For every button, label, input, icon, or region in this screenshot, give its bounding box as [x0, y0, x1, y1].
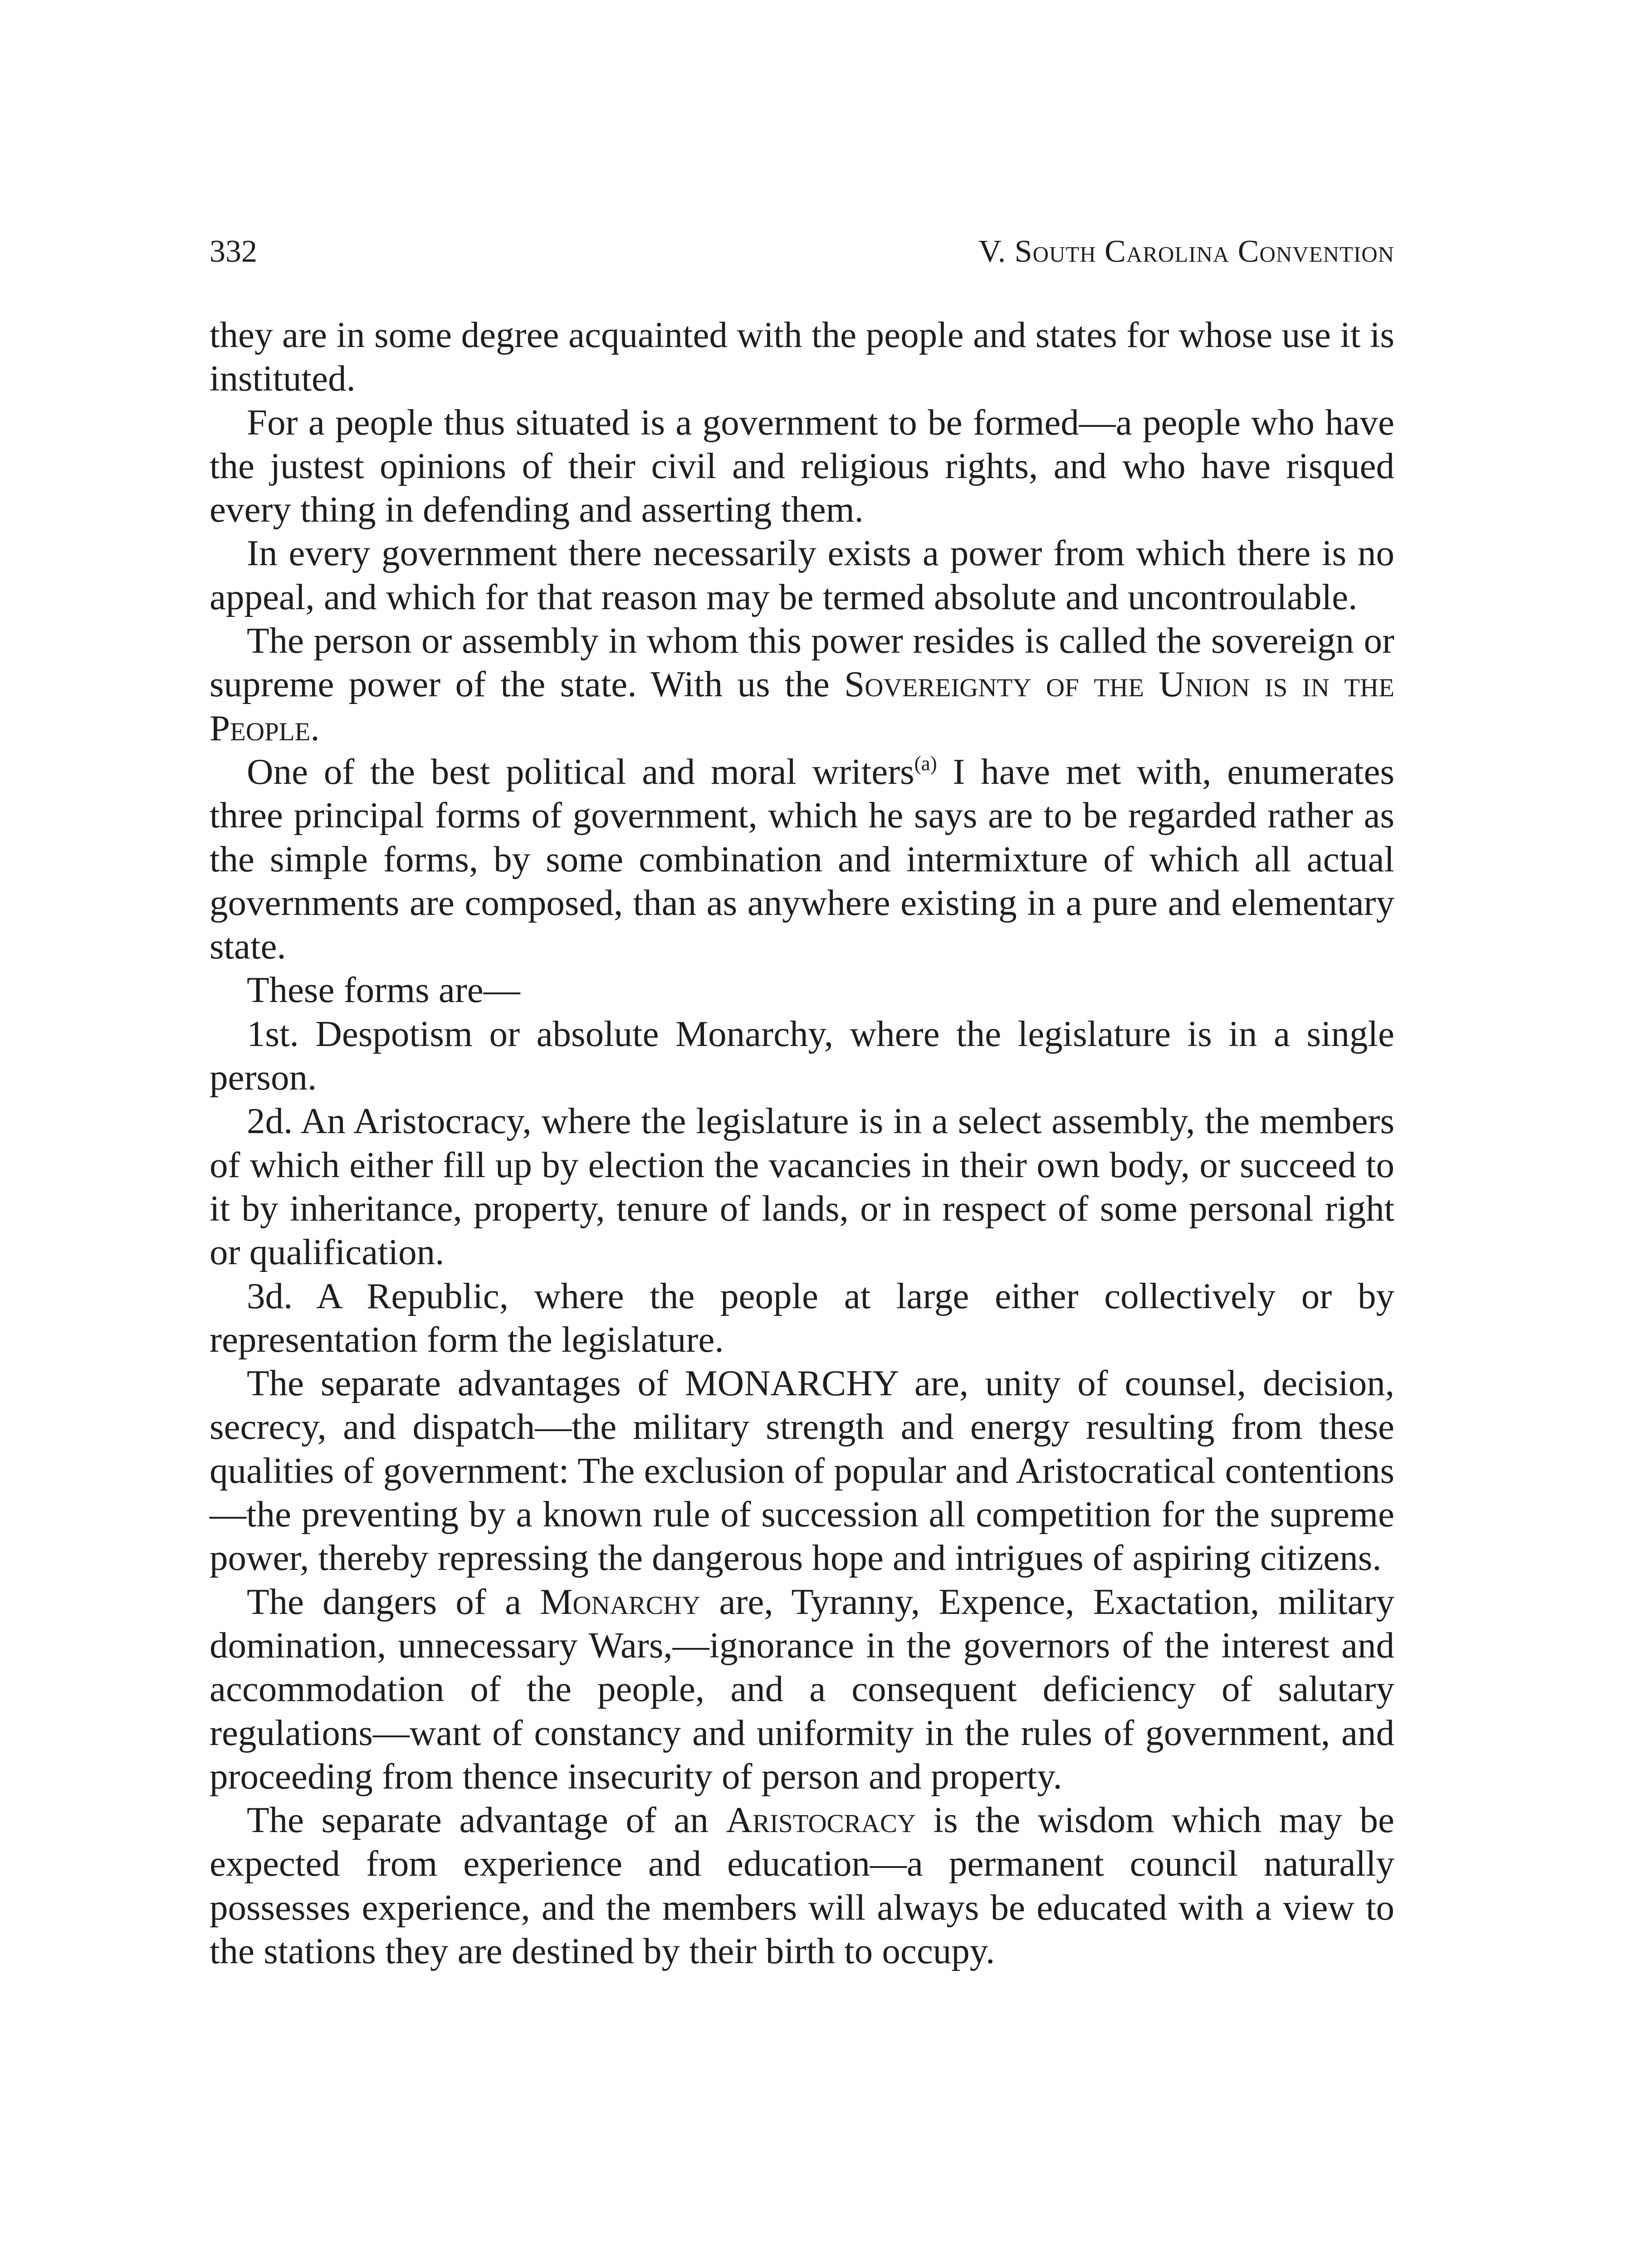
small-caps-sovereignty: Sovereignty of the Union is in the People — [210, 664, 1394, 748]
paragraph-5: One of the best political and moral writers$^{(a)}$ I have met with, enumerates three principal forms of government, which he says are to be regarded rather as the simple forms, by some combination and intermixture of which all actual governments are composed, than as anywhere existing in a pure and elementary state. — [210, 751, 1395, 967]
page-number: 332 — [210, 234, 257, 269]
paragraph-2: For a people thus situated is a government to be formed—a people who have the justest opinions of their civil and religious rights, and who have risqued every thing in defending and asserting them. — [210, 401, 1394, 530]
paragraph-3: In every government there necessarily exists a power from which there is no appeal, and which for that reason may be termed absolute and uncontroulable. — [210, 533, 1394, 617]
paragraph-12: The separate advantage of an Aristocracy is the wisdom which may be expected from experience and education—a permanent council naturally possesses experience, and the members will always be educated with a view to the stations they are destined by their birth to occupy. — [210, 1799, 1394, 1971]
paragraph-4: The person or assembly in whom this power resides is called the sovereign or supreme power of the state. With us the Sovereignty of the Union is in the People. — [210, 620, 1394, 748]
paragraph-7: 1st. Despotism or absolute Monarchy, where the legislature is in a single person. — [210, 1013, 1394, 1098]
paragraph-10: The separate advantages of MONARCHY are, unity of counsel, decision, secrecy, and dispatch—the military strength and energy resulting from these qualities of government: The exclusion of popular and Aristocratical contentions—the preventing by a known rule of succession all competition for the supreme power, thereby repressing the dangerous hope and intrigues of aspiring citizens. — [210, 1363, 1394, 1579]
footnote-reference: (a) — [914, 752, 937, 775]
paragraph-6: These forms are— — [247, 969, 520, 1011]
running-head — [210, 229, 1394, 274]
body-text — [210, 313, 1394, 1973]
paragraph-9: 3d. A Republic, where the people at large either collectively or by representation form the legislature. — [210, 1275, 1394, 1360]
paragraph-11: The dangers of a Monarchy are, Tyranny, Expence, Exactation, military domination, unnecessary Wars,—ignorance in the governors of the interest and accommodation of the people, and a consequent deficiency of salutary regulations—want of constancy and uniformity in the rules of government, and proceeding from thence insecurity of person and property. — [210, 1581, 1394, 1797]
running-title: V. South Carolina Convention — [978, 234, 1394, 269]
small-caps-aristocracy: Aristocracy — [726, 1799, 916, 1841]
paragraph-8: 2d. An Aristocracy, where the legislature is in a select assembly, the members of which either fill up by election the vacancies in their own body, or succeed to it by inheritance, property, tenure of lands, or in respect of some personal right or qualification. — [210, 1100, 1394, 1273]
paragraph-1: they are in some degree acquainted with the people and states for whose use it is instituted. — [210, 314, 1394, 399]
small-caps-monarchy: Monarchy — [540, 1581, 701, 1622]
